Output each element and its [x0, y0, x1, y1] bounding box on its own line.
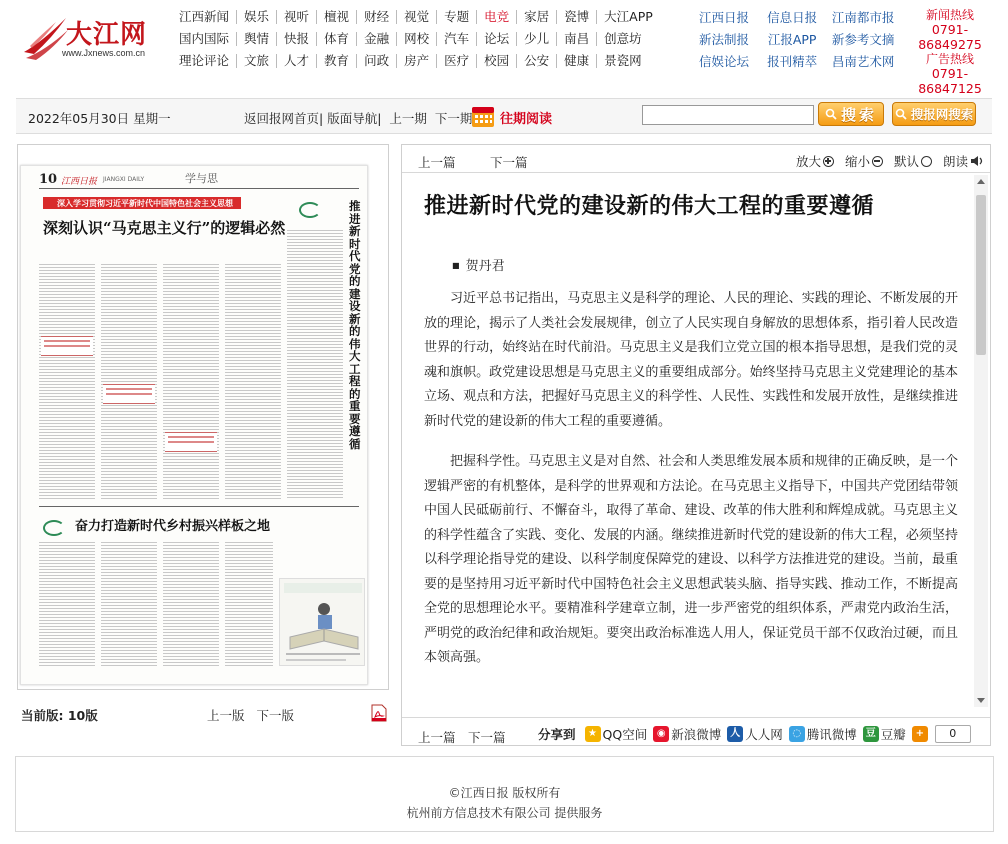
footer-provider: 杭州前方信息技术有限公司 提供服务 — [406, 806, 603, 820]
douban-icon: 豆 — [863, 726, 879, 742]
np-section: 学与思 — [185, 172, 218, 185]
np-text-column — [225, 262, 281, 500]
nav-link[interactable]: 景瓷网 — [604, 53, 642, 68]
share-renren[interactable] — [727, 725, 783, 743]
article-bottom-bar — [402, 717, 990, 745]
nav-link[interactable]: 国内国际 — [172, 32, 237, 46]
np-column-logo-icon — [43, 520, 65, 536]
np-text-column — [163, 262, 219, 500]
share-label: 分享到 — [538, 727, 576, 742]
nav-link[interactable]: 金融 — [357, 32, 397, 46]
weibo-icon: ◉ — [653, 726, 669, 742]
nav-link[interactable]: 财经 — [357, 10, 397, 24]
prev-article-link-bottom[interactable]: 上一篇 — [418, 730, 456, 745]
paper-row — [690, 50, 900, 72]
article-title: 推进新时代党的建设新的伟大工程的重要遵循 — [424, 193, 875, 219]
np-page-num: 10 — [39, 172, 58, 187]
nav-link[interactable]: 校园 — [477, 54, 517, 68]
np-paper-name: 江西日报 — [61, 177, 98, 187]
nav-link[interactable]: 论坛 — [477, 32, 517, 46]
np-text-column — [101, 262, 157, 500]
nav-row — [172, 28, 660, 50]
paper-row — [690, 28, 900, 50]
np-text-column — [163, 540, 219, 668]
search-icon — [825, 108, 837, 120]
article-scrollbar[interactable] — [974, 175, 988, 707]
default-size-button[interactable] — [894, 152, 932, 170]
ad-hotline-number: 0791-86847125 — [918, 66, 982, 96]
nav-link[interactable]: 娱乐 — [237, 10, 277, 24]
page-nav-link[interactable]: 版面导航 — [327, 111, 378, 126]
toolbar — [16, 98, 992, 134]
share-counter: 0 — [935, 725, 971, 743]
share-qzone-label: QQ空间 — [602, 727, 648, 742]
zoom-out-label: 缩小 — [845, 154, 871, 169]
nav-link[interactable]: 教育 — [317, 54, 357, 68]
site-search-button[interactable] — [892, 102, 976, 126]
paper-link[interactable]: 新法制报 — [699, 32, 750, 47]
news-hotline-label: 新闻热线 — [925, 8, 974, 22]
np-pull-quote — [103, 384, 155, 404]
read-aloud-button[interactable] — [943, 152, 984, 170]
np-reading-illustration — [280, 579, 366, 667]
hotline-block — [904, 8, 996, 96]
scroll-thumb[interactable] — [976, 195, 986, 355]
calendar-icon[interactable] — [470, 103, 496, 129]
current-page-value: 10版 — [67, 708, 98, 723]
nav-link[interactable]: 文旅 — [237, 54, 277, 68]
logo-text: 大江网 — [66, 20, 148, 50]
nav-link[interactable]: 理论评论 — [172, 54, 237, 68]
prev-article-link[interactable]: 上一篇 — [418, 155, 456, 170]
newspaper-page-image[interactable] — [20, 165, 368, 685]
page-nav — [207, 706, 294, 724]
paper-link[interactable]: 江报APP — [767, 32, 817, 47]
next-page-link[interactable]: 下一版 — [256, 708, 294, 723]
np-text-column — [287, 228, 343, 500]
nav-link[interactable]: 汽车 — [437, 32, 477, 46]
paper-row — [690, 6, 900, 28]
paper-link[interactable]: 江南都市报 — [831, 10, 895, 25]
next-article-link[interactable]: 下一篇 — [490, 155, 528, 170]
np-column-logo-icon — [299, 202, 321, 218]
np-banner-text: 深入学习贯彻习近平新时代中国特色社会主义思想 — [57, 199, 233, 208]
page-pager — [17, 702, 389, 726]
default-size-label: 默认 — [894, 154, 920, 169]
nav-link[interactable]: 人才 — [277, 54, 317, 68]
main-nav — [172, 6, 660, 72]
paper-link[interactable]: 江西日报 — [699, 10, 750, 25]
zoom-in-button[interactable] — [796, 152, 834, 170]
np-pull-quote — [165, 432, 217, 452]
share-douban-label: 豆瓣 — [880, 727, 906, 742]
renren-icon: 人 — [727, 726, 743, 742]
np-vertical-headline[interactable]: 推进新时代党的建设新的伟大工程的重要遵循 — [349, 199, 361, 451]
scroll-down-arrow-icon[interactable] — [977, 698, 985, 703]
article-toolbar — [402, 145, 990, 173]
ad-hotline-label: 广告热线 — [925, 52, 974, 66]
site-logo[interactable] — [22, 12, 168, 66]
next-issue-link[interactable]: 下一期 — [434, 111, 473, 126]
np-headline[interactable]: 深刻认识“马克思主义行”的逻辑必然 — [43, 219, 286, 237]
nav-link[interactable]: 视觉 — [397, 10, 437, 24]
footer-copyright: ©江西日报 版权所有 — [448, 786, 561, 800]
search-button[interactable] — [818, 102, 884, 126]
nav-link[interactable]: 视听 — [277, 10, 317, 24]
paper-link[interactable]: 信息日报 — [767, 10, 818, 25]
nav-link[interactable]: 电竞 — [477, 10, 517, 24]
article-paragraph: 把握科学性。马克思主义是对自然、社会和人类思维发展本质和规律的正确反映，是一个逻辑严密的有机整体，是科学的世界观和方法论。在马克思主义指导下，中国共产党团结带领中国人民砥砺前行、不懈奋斗，取得了革命、建设、改革的伟大胜利和辉煌成就。马克思主义的科学性蕴含了实践、变化、发展的内涵。继续推进新时代党的建设新的伟大工程，必须坚持以科学理论指导党的建设、以科学制度保障党的建设、以科学方法推进党的建设。当前，最重要的是坚持用习近平新时代中国特色社会主义思想武装头脑、指导实践、推动工作，不断提高全党的思想理论水平。要精准科学建章立制，进一步严密党的组织体系，严肃党内政治生活，严明党的政治纪律和政治规矩。要突出政治标准选人用人，保证党员干部不仅政治过硬，而且本领高强。 — [424, 454, 958, 665]
article-content — [404, 175, 988, 715]
past-issues-link[interactable]: 往期阅读 — [500, 112, 553, 127]
more-share-plus-icon[interactable]: + — [912, 726, 928, 742]
nav-link[interactable]: 江西新闻 — [172, 10, 237, 24]
toolbar-links: 返回报网首页| 版面导航| 上一期 下一期 — [244, 111, 473, 126]
nav-link[interactable]: 网校 — [397, 32, 437, 46]
share-weibo[interactable] — [653, 725, 721, 743]
current-page-label: 当前版: — [21, 708, 64, 723]
nav-link[interactable]: 房产 — [397, 54, 437, 68]
scroll-up-arrow-icon[interactable] — [977, 179, 985, 184]
nav-link[interactable]: 创意坊 — [604, 31, 642, 46]
share-weibo-label: 新浪微博 — [671, 727, 722, 742]
prev-page-link[interactable]: 上一版 — [207, 708, 245, 723]
home-link[interactable]: 返回报网首页 — [244, 111, 320, 126]
nav-link[interactable]: 檀视 — [317, 10, 357, 24]
share-renren-label: 人人网 — [745, 727, 783, 742]
paper-link[interactable]: 信娱论坛 — [699, 54, 750, 69]
current-page — [21, 706, 98, 724]
logo-url: www.Jxnews.com.cn — [62, 48, 146, 58]
np-pull-quote — [41, 336, 93, 356]
nav-link[interactable]: 舆情 — [237, 32, 277, 46]
prev-issue-link[interactable]: 上一期 — [389, 111, 427, 126]
qzone-star-icon: ★ — [585, 726, 601, 742]
plus-circle-icon — [823, 156, 834, 167]
nav-link[interactable]: 医疗 — [437, 54, 477, 68]
np-text-column — [39, 540, 95, 668]
nav-link[interactable]: 体育 — [317, 32, 357, 46]
np-text-column — [225, 540, 273, 668]
zoom-out-button[interactable] — [845, 152, 883, 170]
site-search-label: 搜报网搜索 — [910, 107, 974, 122]
np-rule — [39, 188, 359, 189]
search-button-label: 搜索 — [840, 105, 877, 124]
np-paper-eng: JIANGXI DAILY — [103, 176, 145, 183]
share-tencent-label: 腾讯微博 — [806, 727, 857, 742]
nav-row — [172, 6, 660, 28]
nav-link[interactable]: 南昌 — [557, 32, 597, 46]
nav-link[interactable]: 少儿 — [517, 32, 557, 46]
zoom-in-label: 放大 — [796, 154, 822, 169]
nav-link[interactable]: 瓷博 — [557, 10, 597, 24]
nav-row — [172, 50, 660, 72]
np-headline-2[interactable]: 奋力打造新时代乡村振兴样板之地 — [75, 519, 271, 534]
article-panel — [401, 144, 991, 746]
minus-circle-icon — [872, 156, 883, 167]
news-hotline-number: 0791-86849275 — [918, 22, 982, 52]
article-body — [424, 287, 958, 687]
article-paragraph: 习近平总书记指出，马克思主义是科学的理论、人民的理论、实践的理论、不断发展的开放的理论，揭示了人类社会发展规律，创立了人民实现自身解放的思想体系，指引着人民改造世界的行动，始终站在时代前沿。马克思主义是我们立党立国的根本指导思想，是我们党的灵魂和旗帜。政党建设思想是马克思主义的重要组成部分。始终坚持马克思主义党建理论的基本立场、观点和方法，把握好马克思主义的科学性、人民性、实践性和发展开放性，是继续推进新时代党的建设新的伟大工程的重要遵循。 — [424, 291, 958, 429]
share-bar — [538, 725, 971, 743]
article-author: ■ 贺丹君 — [452, 255, 505, 274]
nav-link[interactable]: 问政 — [357, 54, 397, 68]
np-rule — [39, 506, 359, 507]
nav-link[interactable]: 大江APP — [604, 9, 653, 24]
paper-link[interactable]: 昌南艺术网 — [831, 54, 895, 69]
footer — [15, 756, 994, 832]
search-icon — [895, 108, 907, 120]
nav-link[interactable]: 快报 — [277, 32, 317, 46]
nav-link[interactable]: 专题 — [437, 10, 477, 24]
next-article-link-bottom[interactable]: 下一篇 — [468, 730, 506, 745]
share-douban[interactable] — [863, 725, 906, 743]
np-illustration — [279, 578, 365, 666]
tencent-weibo-icon: ◌ — [789, 726, 805, 742]
search-input[interactable] — [642, 105, 814, 125]
paper-link[interactable]: 报刊精萃 — [767, 54, 818, 69]
pdf-icon[interactable] — [371, 704, 387, 722]
np-text-column — [39, 262, 95, 500]
speaker-icon — [970, 155, 984, 167]
share-qzone[interactable] — [585, 725, 648, 743]
nav-link[interactable]: 健康 — [557, 54, 597, 68]
paper-link[interactable]: 新参考文摘 — [831, 32, 895, 47]
circle-icon — [921, 156, 932, 167]
share-tencent-weibo[interactable] — [789, 725, 857, 743]
np-text-column — [101, 540, 157, 668]
nav-link[interactable]: 公安 — [517, 54, 557, 68]
nav-link[interactable]: 家居 — [517, 10, 557, 24]
text-size-controls — [796, 152, 993, 170]
issue-date: 2022年05月30日 星期一 — [28, 111, 171, 126]
read-aloud-label: 朗读 — [943, 154, 969, 169]
paper-links — [690, 6, 900, 72]
